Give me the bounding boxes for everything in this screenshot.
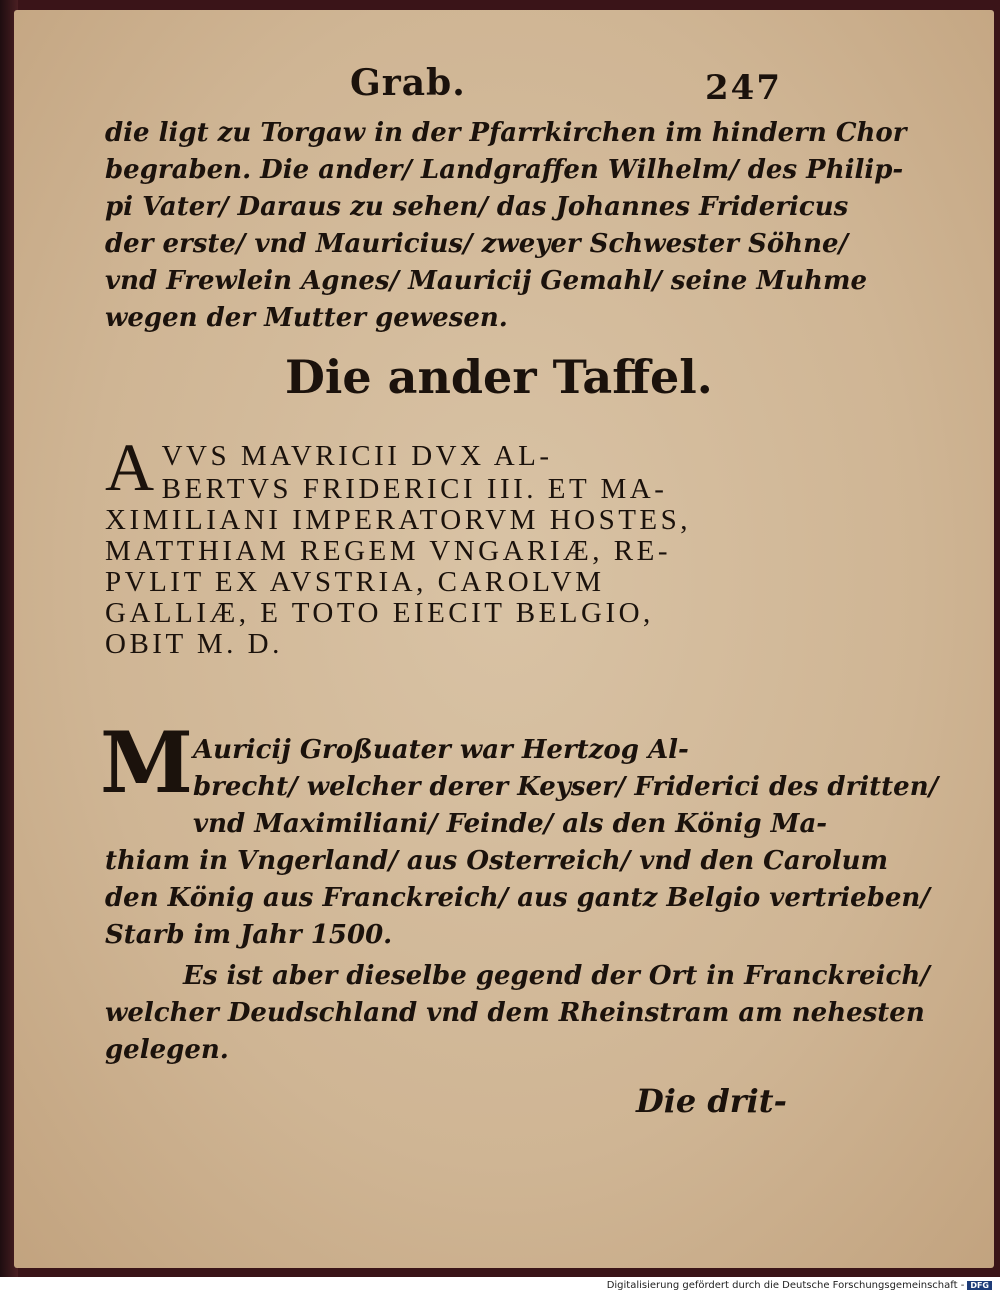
text-line: thiam in Vngerland/ aus Osterreich/ vnd den Carolum	[105, 846, 889, 876]
running-header: Grab.	[350, 62, 466, 104]
text-line: Es ist aber dieselbe gegend der Ort in Franckreich/	[183, 961, 930, 991]
text-line: vnd Maximiliani/ Feinde/ als den König Ma-	[193, 809, 828, 839]
text-line: begraben. Die ander/ Landgraffen Wilhelm/ des Philip-	[105, 155, 904, 185]
latin-initial: A	[105, 429, 158, 505]
text-line: welcher Deudschland vnd dem Rheinstram am nehesten	[105, 998, 925, 1028]
text-line: Auricij Großuater war Hertzog Al-	[193, 735, 689, 765]
section-heading: Die ander Taffel.	[285, 350, 713, 404]
text-line: die ligt zu Torgaw in der Pfarrkirchen im hindern Chor	[105, 118, 907, 148]
text-line: gelegen.	[105, 1035, 229, 1065]
latin-line: MATTHIAM REGEM VNGARIÆ, RE-	[105, 535, 672, 567]
latin-line: OBIT M. D.	[105, 628, 283, 660]
text-line: vnd Frewlein Agnes/ Mauricij Gemahl/ seine Muhme	[105, 266, 867, 296]
text-line: wegen der Mutter gewesen.	[105, 303, 508, 333]
latin-inscription	[105, 429, 795, 660]
latin-line: XIMILIANI IMPERATORVM HOSTES,	[105, 504, 692, 536]
page-number: 247	[705, 68, 782, 108]
text-line: Starb im Jahr 1500.	[105, 920, 393, 950]
text-line: den König aus Franckreich/ aus gantz Belgio vertrieben/	[105, 883, 930, 913]
latin-line: BERTVS FRIDERICI III. ET MA-	[161, 473, 668, 505]
text-line: der erste/ vnd Mauricius/ zweyer Schwester Söhne/	[105, 229, 849, 259]
credit-text: Digitalisierung gefördert durch die Deutsche Forschungsgemeinschaft -	[606, 1280, 965, 1291]
catchword: Die drit-	[636, 1082, 787, 1120]
latin-line: PVLIT EX AVSTRIA, CAROLVM	[105, 566, 605, 598]
text-line: brecht/ welcher derer Keyser/ Friderici des dritten/	[193, 772, 939, 802]
initial-letter: M	[100, 713, 193, 812]
latin-line: GALLIÆ, E TOTO EIECIT BELGIO,	[105, 597, 654, 629]
paragraph-3	[105, 958, 930, 1069]
text-line: pi Vater/ Daraus zu sehen/ das Johannes Fridericus	[105, 192, 849, 222]
dfg-logo: DFG	[967, 1281, 992, 1290]
latin-line: VVS MAVRICII DVX AL-	[161, 440, 553, 472]
digitization-credit	[607, 1280, 992, 1291]
paragraph-1	[105, 115, 907, 337]
paragraph-2	[105, 732, 939, 954]
